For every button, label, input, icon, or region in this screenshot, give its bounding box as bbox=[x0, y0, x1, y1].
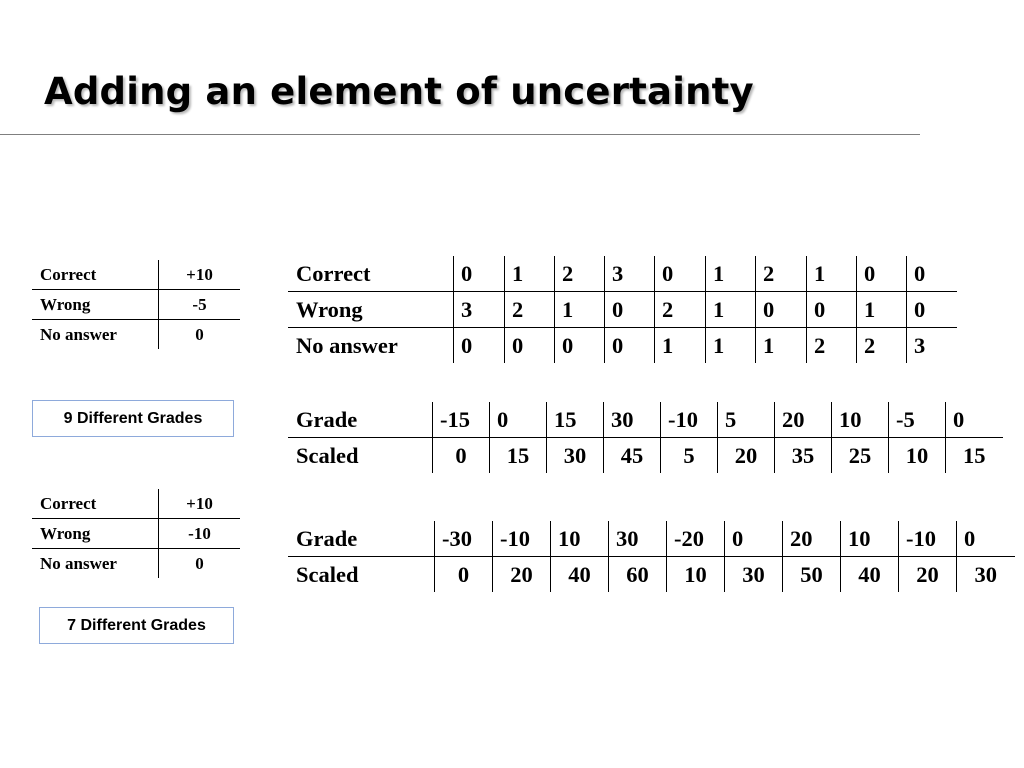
table-cell: 2 bbox=[857, 328, 907, 364]
answer-counts-table bbox=[288, 256, 957, 363]
table-cell: 0 bbox=[605, 292, 655, 328]
table-cell: 30 bbox=[725, 557, 783, 593]
rule-value: +10 bbox=[159, 260, 241, 290]
table-cell: 15 bbox=[490, 438, 547, 474]
table-cell: 45 bbox=[604, 438, 661, 474]
table-cell: 5 bbox=[661, 438, 718, 474]
rule-label: Wrong bbox=[32, 290, 159, 320]
table-cell: 0 bbox=[555, 328, 605, 364]
table-cell: 0 bbox=[857, 256, 907, 292]
rule-label: No answer bbox=[32, 549, 159, 579]
table-cell: 0 bbox=[957, 521, 1015, 557]
rule-value: 0 bbox=[159, 549, 241, 579]
table-cell: 0 bbox=[605, 328, 655, 364]
table-cell: 2 bbox=[807, 328, 857, 364]
rule-value: -5 bbox=[159, 290, 241, 320]
table-cell: 0 bbox=[946, 402, 1003, 438]
table-cell: 1 bbox=[706, 256, 756, 292]
table-row-grade bbox=[288, 521, 1015, 557]
scoring-rules-table-b bbox=[32, 489, 240, 578]
scoring-rules-table-a bbox=[32, 260, 240, 349]
table-cell: 0 bbox=[435, 557, 493, 593]
table-cell: 20 bbox=[493, 557, 551, 593]
table-cell: 1 bbox=[655, 328, 706, 364]
table-cell: -10 bbox=[661, 402, 718, 438]
table-cell: 3 bbox=[907, 328, 957, 364]
table-row-scaled bbox=[288, 557, 1015, 593]
table-cell: 0 bbox=[454, 328, 505, 364]
table-cell: 10 bbox=[841, 521, 899, 557]
table-cell: 30 bbox=[604, 402, 661, 438]
table-cell: 3 bbox=[605, 256, 655, 292]
rule-label: Correct bbox=[40, 493, 97, 513]
table-cell: 20 bbox=[783, 521, 841, 557]
different-grades-badge-a: 9 Different Grades bbox=[32, 400, 234, 437]
table-cell: 0 bbox=[907, 292, 957, 328]
table-cell: 0 bbox=[807, 292, 857, 328]
rule-value: 0 bbox=[159, 320, 241, 350]
table-cell: 0 bbox=[433, 438, 490, 474]
slide-title: Adding an element of uncertainty bbox=[44, 70, 754, 113]
table-cell: 15 bbox=[946, 438, 1003, 474]
rule-row-wrong bbox=[32, 519, 240, 549]
grades-table-b bbox=[288, 521, 1015, 592]
table-cell: 10 bbox=[667, 557, 725, 593]
rule-value: +10 bbox=[159, 489, 241, 519]
title-divider bbox=[0, 134, 920, 135]
table-cell: 15 bbox=[547, 402, 604, 438]
table-cell: 30 bbox=[609, 521, 667, 557]
table-cell: 10 bbox=[889, 438, 946, 474]
rule-label: Correct bbox=[40, 264, 97, 284]
table-cell: 2 bbox=[505, 292, 555, 328]
row-label: Scaled bbox=[288, 557, 435, 593]
table-cell: 5 bbox=[718, 402, 775, 438]
rule-value: -10 bbox=[159, 519, 241, 549]
table-cell: 1 bbox=[706, 328, 756, 364]
table-cell: 35 bbox=[775, 438, 832, 474]
rule-row-correct bbox=[32, 260, 240, 290]
row-label: Scaled bbox=[288, 438, 433, 474]
rule-label: No answer bbox=[32, 320, 159, 350]
table-cell: 30 bbox=[957, 557, 1015, 593]
rule-row-no-answer bbox=[32, 320, 240, 350]
table-cell: 0 bbox=[725, 521, 783, 557]
rule-row-wrong bbox=[32, 290, 240, 320]
row-label: Grade bbox=[296, 525, 358, 551]
table-row-correct bbox=[288, 256, 957, 292]
table-cell: -10 bbox=[899, 521, 957, 557]
table-row-scaled bbox=[288, 438, 1003, 474]
table-cell: 30 bbox=[547, 438, 604, 474]
table-cell: -30 bbox=[435, 521, 493, 557]
table-cell: -10 bbox=[493, 521, 551, 557]
rule-row-correct bbox=[32, 489, 240, 519]
table-cell: 50 bbox=[783, 557, 841, 593]
table-row-no-answer bbox=[288, 328, 957, 364]
grades-table-a bbox=[288, 402, 1003, 473]
table-cell: -15 bbox=[433, 402, 490, 438]
row-label: Correct bbox=[296, 260, 371, 286]
table-cell: 1 bbox=[857, 292, 907, 328]
table-cell: 1 bbox=[706, 292, 756, 328]
table-cell: 40 bbox=[841, 557, 899, 593]
table-cell: 20 bbox=[899, 557, 957, 593]
table-cell: 20 bbox=[775, 402, 832, 438]
table-cell: 20 bbox=[718, 438, 775, 474]
table-cell: -5 bbox=[889, 402, 946, 438]
table-row-grade bbox=[288, 402, 1003, 438]
table-row-wrong bbox=[288, 292, 957, 328]
rule-row-no-answer bbox=[32, 549, 240, 579]
table-cell: 0 bbox=[756, 292, 807, 328]
table-cell: -20 bbox=[667, 521, 725, 557]
table-cell: 1 bbox=[756, 328, 807, 364]
table-cell: 2 bbox=[756, 256, 807, 292]
table-cell: 2 bbox=[555, 256, 605, 292]
table-cell: 1 bbox=[555, 292, 605, 328]
row-label: Grade bbox=[296, 406, 358, 432]
table-cell: 0 bbox=[655, 256, 706, 292]
table-cell: 2 bbox=[655, 292, 706, 328]
table-cell: 0 bbox=[454, 256, 505, 292]
table-cell: 10 bbox=[551, 521, 609, 557]
table-cell: 40 bbox=[551, 557, 609, 593]
table-cell: 0 bbox=[490, 402, 547, 438]
different-grades-badge-b: 7 Different Grades bbox=[39, 607, 234, 644]
table-cell: 25 bbox=[832, 438, 889, 474]
table-cell: 1 bbox=[807, 256, 857, 292]
table-cell: 60 bbox=[609, 557, 667, 593]
table-cell: 3 bbox=[454, 292, 505, 328]
row-label: Wrong bbox=[288, 292, 454, 328]
table-cell: 0 bbox=[907, 256, 957, 292]
table-cell: 1 bbox=[505, 256, 555, 292]
rule-label: Wrong bbox=[32, 519, 159, 549]
row-label: No answer bbox=[288, 328, 454, 364]
table-cell: 0 bbox=[505, 328, 555, 364]
table-cell: 10 bbox=[832, 402, 889, 438]
